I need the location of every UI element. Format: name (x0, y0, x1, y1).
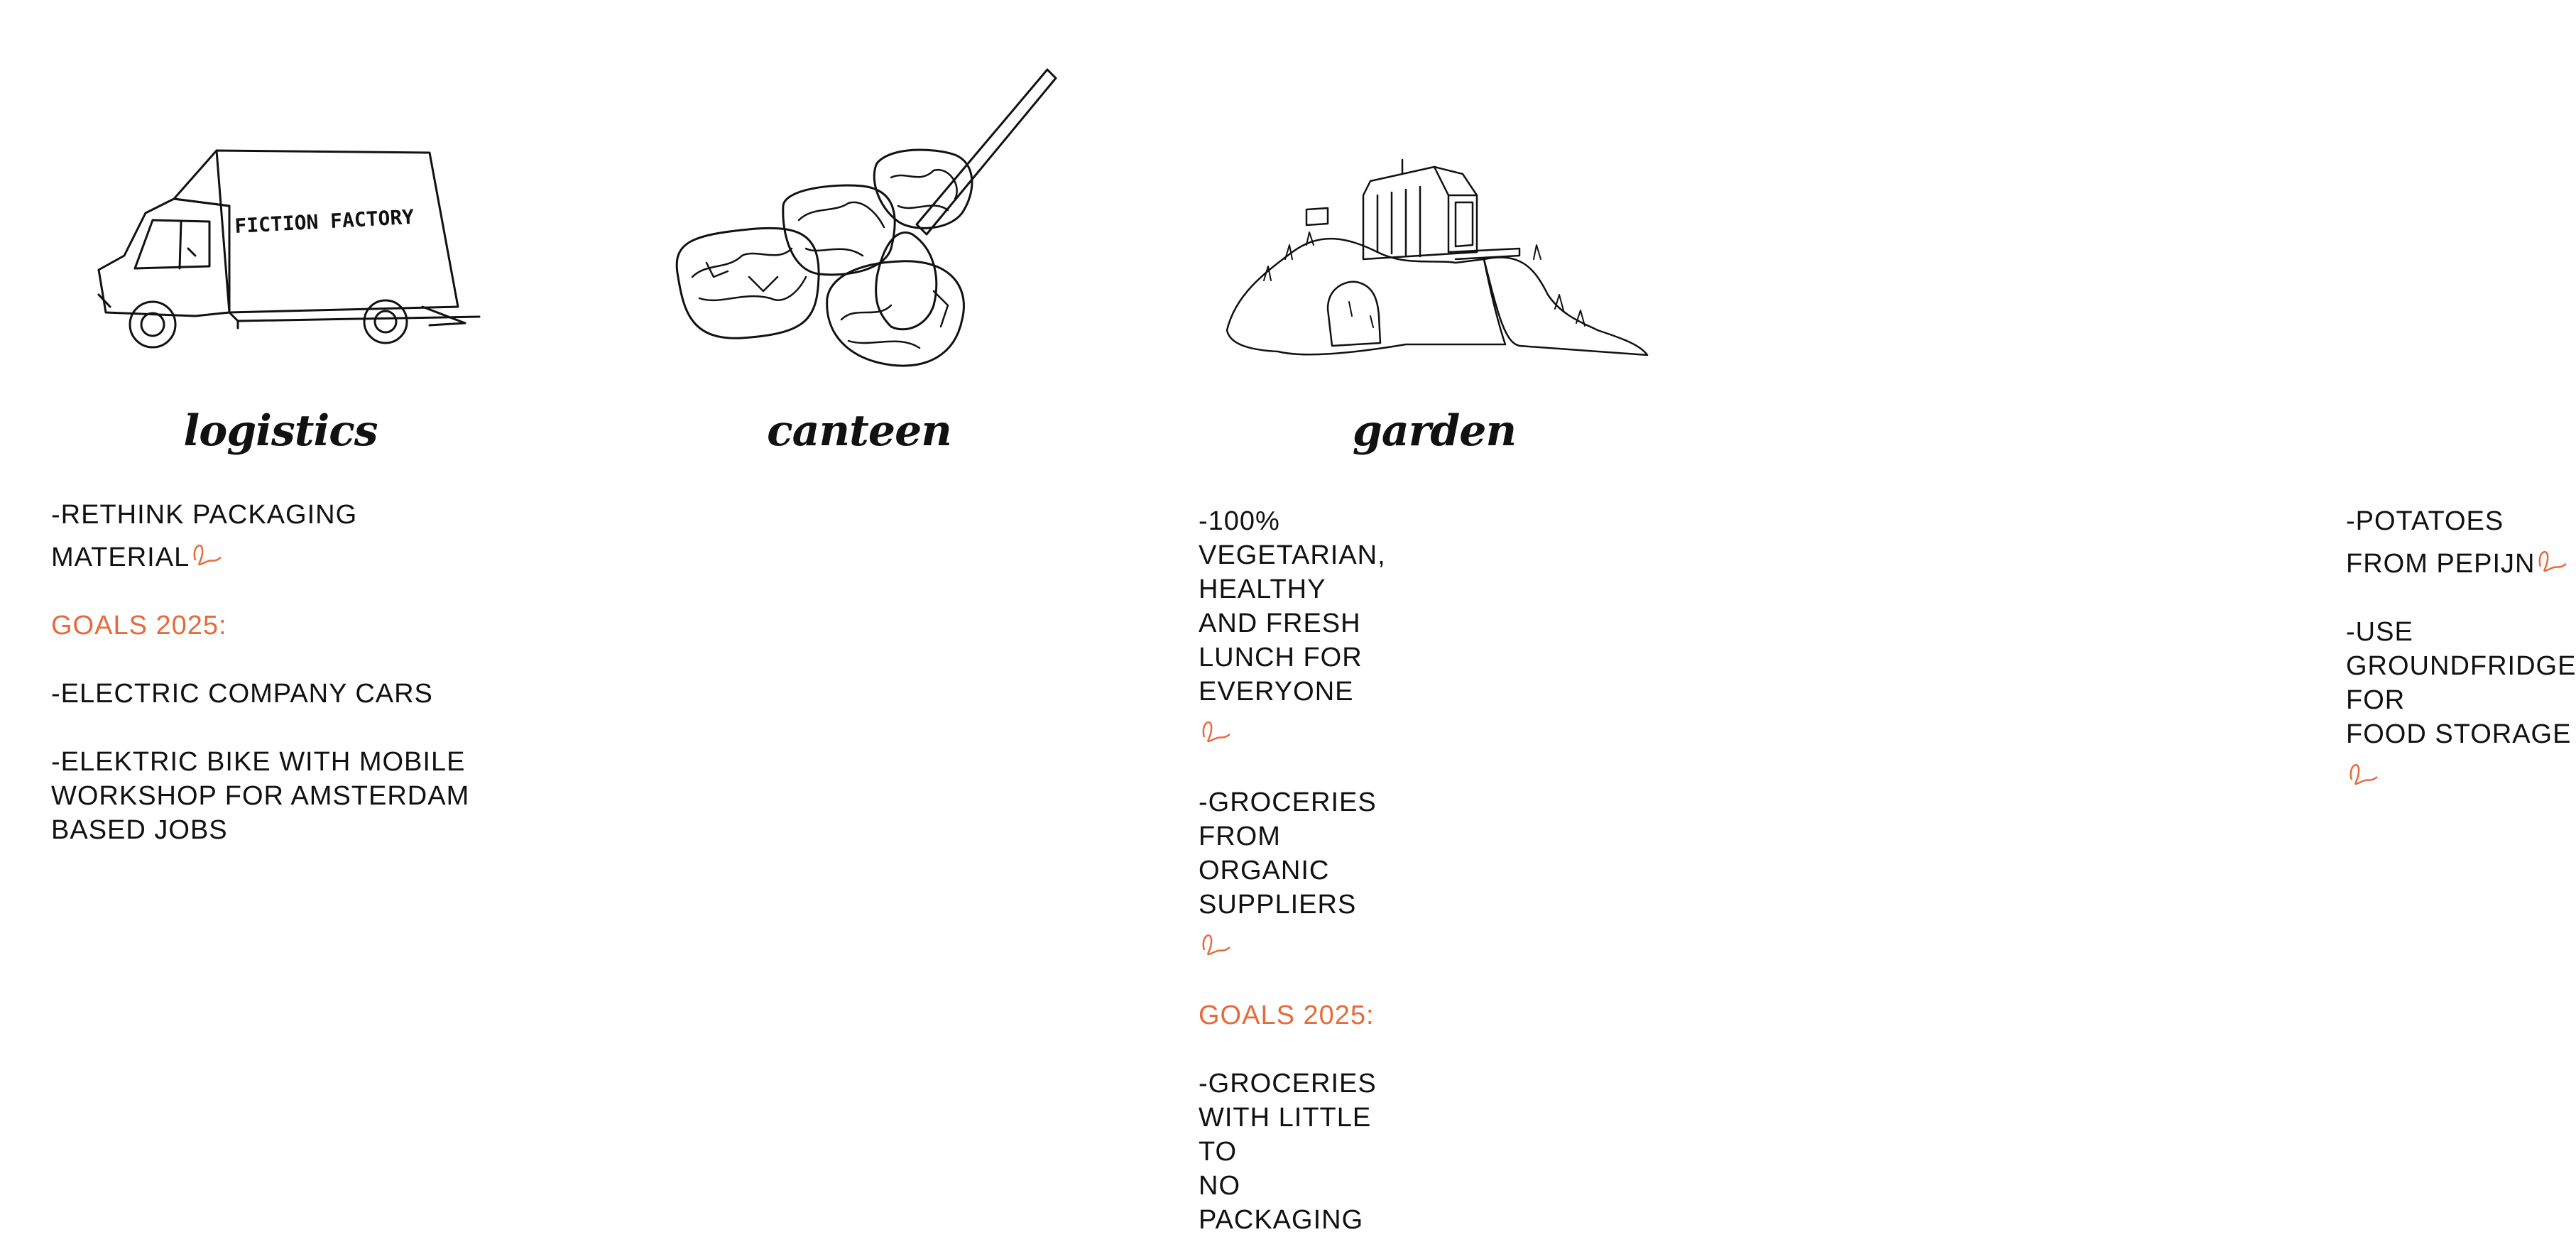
list-item: -USE GROUNDFRIDGE FOR (2346, 617, 2576, 715)
scribble-mark-icon (188, 532, 224, 574)
spacer (51, 574, 469, 609)
scribble-mark-icon (2345, 751, 2380, 794)
logistics-heading: logistics (183, 406, 378, 456)
logistics-column (0, 0, 568, 1136)
list-item: -ELECTRIC COMPANY CARS (51, 679, 433, 709)
list-item: -RETHINK PACKAGING (51, 500, 358, 530)
spacer (2346, 581, 2576, 615)
list-item: -POTATOES FROM PEPIJN (2346, 504, 2576, 581)
truck-text: FICTION FACTORY (234, 205, 415, 238)
garden-heading: garden (1352, 406, 1517, 456)
food-bowls-icon (664, 64, 1061, 391)
list-item: SUPPLIERS (1199, 888, 1386, 964)
goals-label: GOALS 2025: (1199, 1001, 1375, 1030)
list-item: -100% VEGETARIAN, HEALTHY (1199, 506, 1386, 604)
list-item: AND FRESH LUNCH FOR (1199, 609, 1363, 672)
list-item: NO PACKAGING (1199, 1171, 1364, 1235)
goals-label: GOALS 2025: (51, 611, 227, 641)
cabin-on-hill-icon (1221, 153, 1661, 366)
list-item: EVERYONE (1199, 675, 1386, 751)
garden-column (1136, 0, 2576, 1136)
list-item: WORKSHOP FOR AMSTERDAM (51, 781, 470, 811)
spacer (51, 643, 469, 677)
list-item: MATERIAL (51, 532, 469, 574)
canteen-heading: canteen (767, 406, 951, 456)
delivery-truck-icon (96, 142, 493, 355)
list-item: -GROCERIES WITH LITTLE TO (1199, 1069, 1377, 1167)
list-item: FOOD STORAGE (2346, 717, 2576, 794)
logistics-list (51, 498, 469, 847)
garden-list (2346, 504, 2576, 794)
list-item: -ELEKTRIC BIKE WITH MOBILE (51, 747, 466, 777)
list-item: -GROCERIES FROM ORGANIC (1199, 788, 1377, 885)
spacer (51, 711, 469, 745)
scribble-mark-icon (2533, 538, 2569, 581)
canteen-column (568, 0, 1386, 1235)
list-item: BASED JOBS (51, 815, 228, 845)
